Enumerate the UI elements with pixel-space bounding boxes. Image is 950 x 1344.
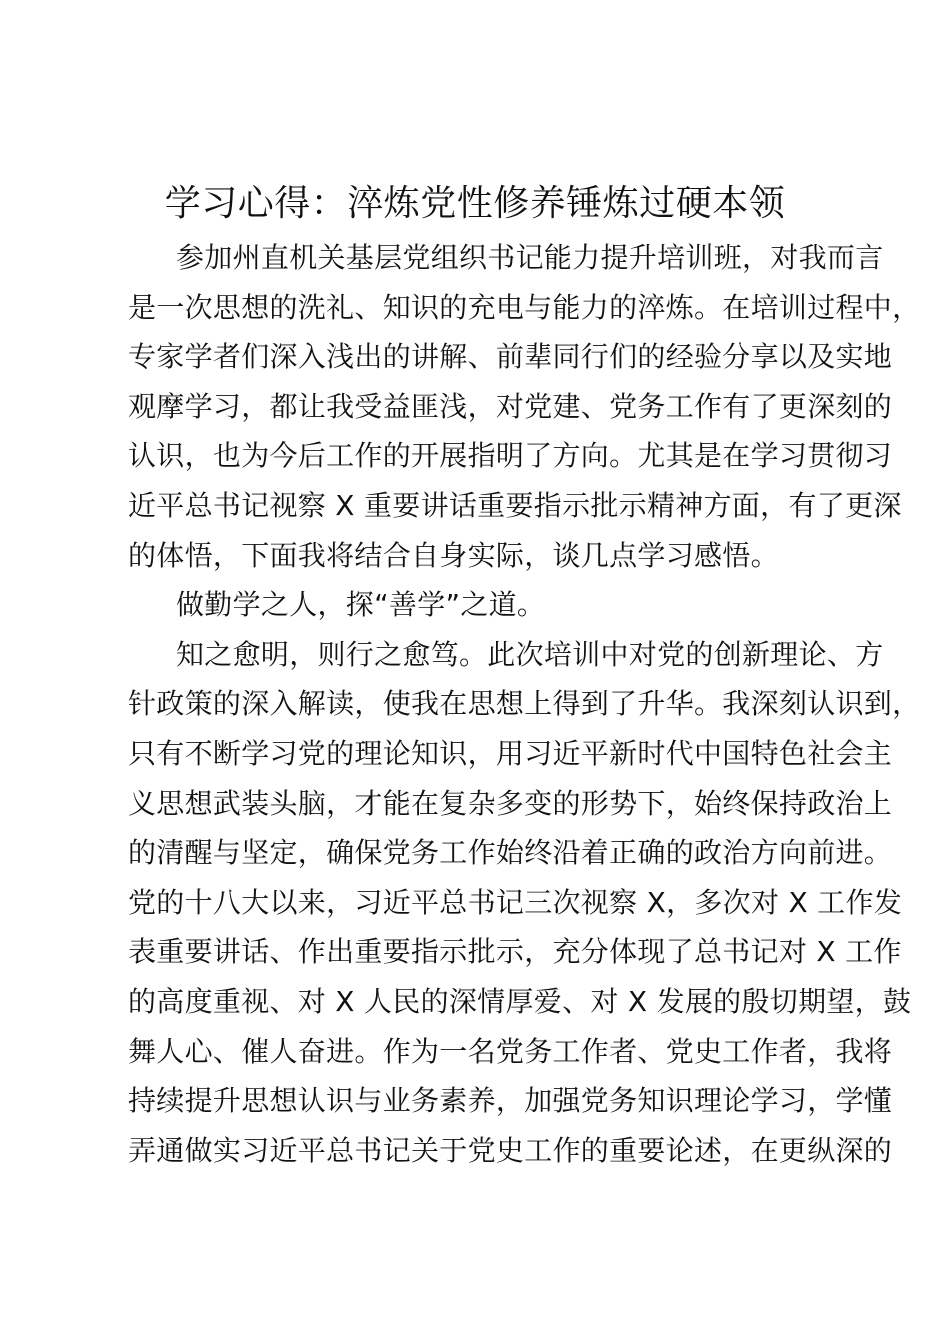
text-line: 义思想武装头脑，才能在复杂多变的形势下，始终保持政治上 bbox=[128, 786, 893, 820]
text-line: 持续提升思想认识与业务素养，加强党务知识理论学习，学懂 bbox=[128, 1084, 893, 1118]
text-line: 观摩学习，都让我受益匪浅，对党建、党务工作有了更深刻的 bbox=[128, 389, 893, 423]
document-body bbox=[128, 233, 921, 1175]
text-line: 是一次思想的洗礼、知识的充电与能力的淬炼。在培训过程中， bbox=[128, 290, 921, 324]
text-line: 表重要讲话、作出重要指示批示，充分体现了总书记对 X 工作 bbox=[128, 935, 902, 969]
text-line: 近平总书记视察 X 重要讲话重要指示批示精神方面，有了更深 bbox=[128, 488, 902, 522]
text-line: 专家学者们深入浅出的讲解、前辈同行们的经验分享以及实地 bbox=[128, 340, 893, 374]
text-line: 做勤学之人，探“善学”之道。 bbox=[176, 588, 546, 622]
document-title: 学习心得：淬炼党性修养锤炼过硬本领 bbox=[164, 183, 786, 224]
text-line: 舞人心、催人奋进。作为一名党务工作者、党史工作者，我将 bbox=[128, 1034, 893, 1068]
paragraph-intro bbox=[128, 233, 921, 580]
text-line: 党的十八大以来，习近平总书记三次视察 X，多次对 X 工作发 bbox=[128, 885, 903, 919]
text-line: 弄通做实习近平总书记关于党史工作的重要论述，在更纵深的 bbox=[128, 1133, 893, 1167]
paragraph-body bbox=[128, 630, 921, 1176]
text-line: 知之愈明，则行之愈笃。此次培训中对党的创新理论、方 bbox=[176, 637, 884, 671]
text-line: 的清醒与坚定，确保党务工作始终沿着正确的政治方向前进。 bbox=[128, 836, 893, 870]
text-line: 的高度重视、对 X 人民的深情厚爱、对 X 发展的殷切期望，鼓 bbox=[128, 984, 912, 1018]
text-line: 只有不断学习党的理论知识，用习近平新时代中国特色社会主 bbox=[128, 736, 893, 770]
text-line: 参加州直机关基层党组织书记能力提升培训班，对我而言 bbox=[176, 241, 884, 274]
text-line: 认识，也为今后工作的开展指明了方向。尤其是在学习贯彻习 bbox=[128, 439, 893, 473]
section-heading bbox=[128, 580, 854, 630]
text-line: 针政策的深入解读，使我在思想上得到了升华。我深刻认识到， bbox=[128, 687, 921, 721]
text-line: 的体悟，下面我将结合自身实际，谈几点学习感悟。 bbox=[128, 538, 779, 572]
